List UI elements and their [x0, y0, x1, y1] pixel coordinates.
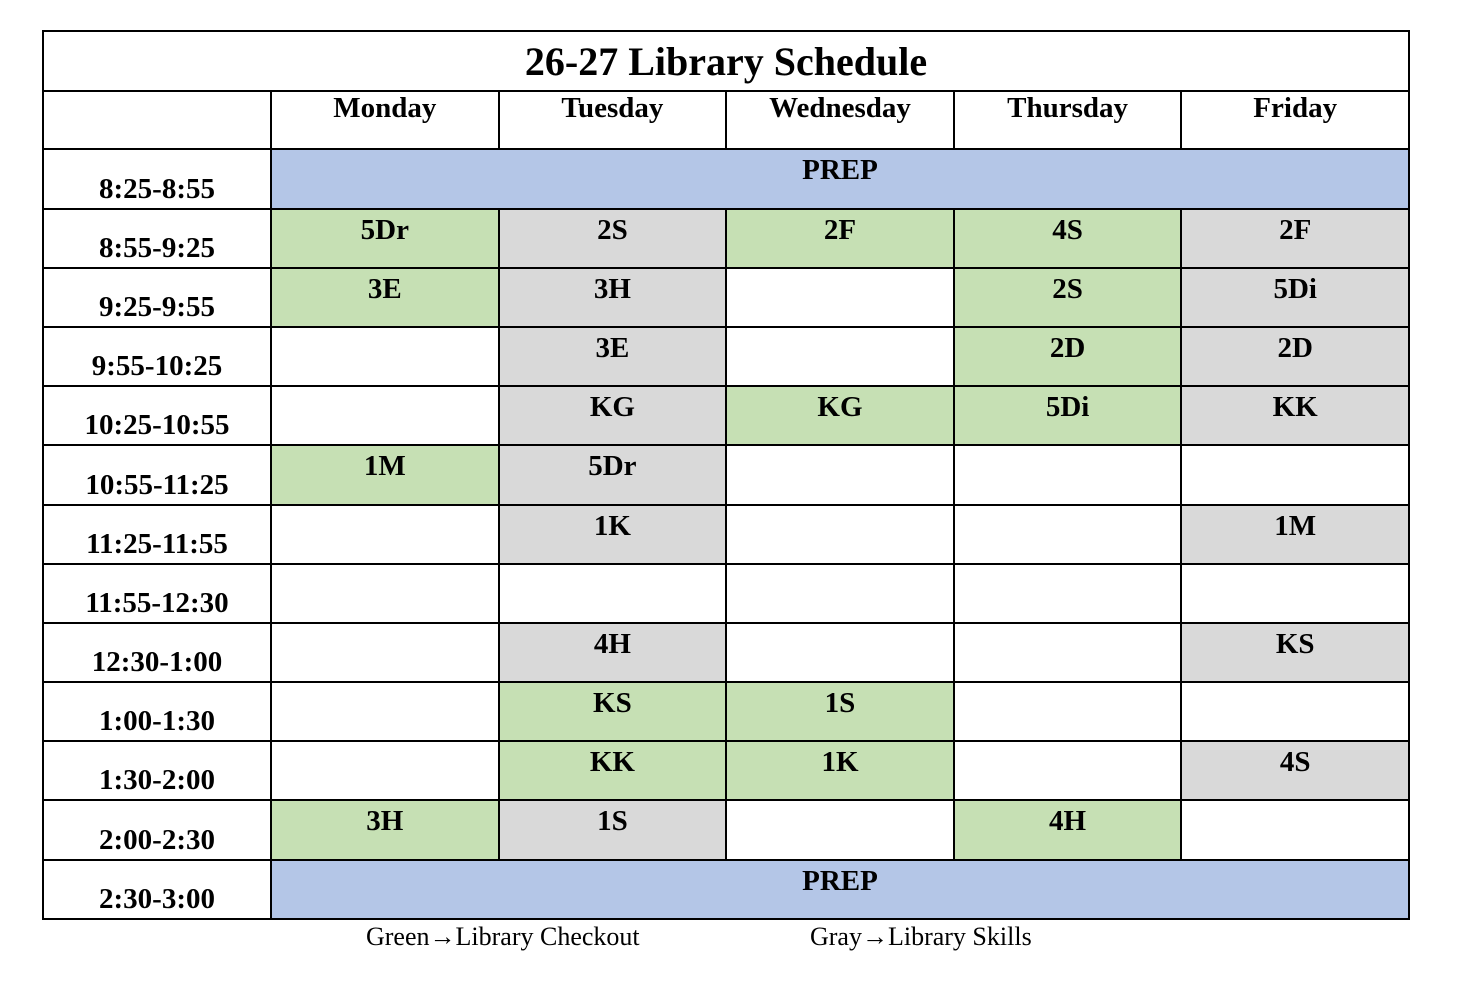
time-slot-label: 9:55-10:25 [43, 327, 271, 386]
legend-green: Green→Library Checkout [366, 922, 640, 951]
schedule-row [43, 327, 1409, 386]
class-cell-friday [1181, 800, 1409, 859]
class-cell-monday: 3H [271, 800, 499, 859]
class-cell-wednesday [726, 327, 954, 386]
class-cell-monday [271, 564, 499, 623]
class-cell-thursday [954, 445, 1182, 504]
schedule-row [43, 386, 1409, 445]
class-cell-friday: 2F [1181, 209, 1409, 268]
class-cell-friday: KK [1181, 386, 1409, 445]
class-cell-thursday: 2D [954, 327, 1182, 386]
class-cell-tuesday: KK [499, 741, 727, 800]
time-slot-label: 2:30-3:00 [43, 860, 271, 919]
class-cell-monday [271, 505, 499, 564]
class-cell-tuesday: KG [499, 386, 727, 445]
class-cell-tuesday: 3H [499, 268, 727, 327]
schedule-row [43, 564, 1409, 623]
day-header-monday: Monday [271, 91, 499, 149]
class-cell-monday [271, 386, 499, 445]
class-cell-wednesday: 1S [726, 682, 954, 741]
schedule-row [43, 623, 1409, 682]
prep-block: PREP [271, 860, 1409, 919]
class-cell-monday [271, 623, 499, 682]
class-cell-friday: 1M [1181, 505, 1409, 564]
class-cell-thursday [954, 564, 1182, 623]
class-cell-friday [1181, 564, 1409, 623]
time-slot-label: 12:30-1:00 [43, 623, 271, 682]
class-cell-monday [271, 682, 499, 741]
time-slot-label: 10:25-10:55 [43, 386, 271, 445]
schedule-row [43, 445, 1409, 504]
schedule-title: 26-27 Library Schedule [43, 31, 1409, 91]
schedule-row [43, 268, 1409, 327]
class-cell-thursday: 5Di [954, 386, 1182, 445]
class-cell-friday: 5Di [1181, 268, 1409, 327]
class-cell-wednesday [726, 623, 954, 682]
schedule-row [43, 741, 1409, 800]
class-cell-tuesday: 5Dr [499, 445, 727, 504]
time-slot-label: 2:00-2:30 [43, 800, 271, 859]
day-header-friday: Friday [1181, 91, 1409, 149]
class-cell-friday: 4S [1181, 741, 1409, 800]
class-cell-wednesday [726, 564, 954, 623]
class-cell-tuesday: 3E [499, 327, 727, 386]
class-cell-thursday [954, 682, 1182, 741]
time-slot-label: 10:55-11:25 [43, 445, 271, 504]
class-cell-friday [1181, 682, 1409, 741]
class-cell-monday [271, 741, 499, 800]
day-header-wednesday: Wednesday [726, 91, 954, 149]
time-slot-label: 8:25-8:55 [43, 149, 271, 208]
class-cell-monday: 3E [271, 268, 499, 327]
legend-gray: Gray→Library Skills [810, 922, 1032, 951]
class-cell-tuesday: 4H [499, 623, 727, 682]
class-cell-friday: KS [1181, 623, 1409, 682]
class-cell-wednesday [726, 445, 954, 504]
class-cell-monday [271, 327, 499, 386]
class-cell-tuesday: 1S [499, 800, 727, 859]
class-cell-wednesday [726, 800, 954, 859]
class-cell-wednesday: 1K [726, 741, 954, 800]
schedule-row [43, 149, 1409, 208]
prep-block: PREP [271, 149, 1409, 208]
time-slot-label: 11:25-11:55 [43, 505, 271, 564]
library-schedule-table [42, 30, 1410, 920]
corner-cell [43, 91, 271, 149]
schedule-row [43, 682, 1409, 741]
class-cell-tuesday: 1K [499, 505, 727, 564]
class-cell-tuesday [499, 564, 727, 623]
class-cell-thursday [954, 505, 1182, 564]
class-cell-thursday: 4H [954, 800, 1182, 859]
class-cell-tuesday: 2S [499, 209, 727, 268]
class-cell-thursday: 2S [954, 268, 1182, 327]
class-cell-thursday: 4S [954, 209, 1182, 268]
class-cell-thursday [954, 741, 1182, 800]
class-cell-friday [1181, 445, 1409, 504]
class-cell-wednesday [726, 268, 954, 327]
class-cell-monday: 1M [271, 445, 499, 504]
schedule-row [43, 209, 1409, 268]
day-header-thursday: Thursday [954, 91, 1182, 149]
time-slot-label: 1:00-1:30 [43, 682, 271, 741]
time-slot-label: 1:30-2:00 [43, 741, 271, 800]
day-header-tuesday: Tuesday [499, 91, 727, 149]
class-cell-wednesday: KG [726, 386, 954, 445]
class-cell-wednesday [726, 505, 954, 564]
schedule-row [43, 860, 1409, 919]
time-slot-label: 8:55-9:25 [43, 209, 271, 268]
day-header-row [43, 91, 1409, 149]
class-cell-friday: 2D [1181, 327, 1409, 386]
class-cell-tuesday: KS [499, 682, 727, 741]
class-cell-thursday [954, 623, 1182, 682]
schedule-row [43, 800, 1409, 859]
time-slot-label: 11:55-12:30 [43, 564, 271, 623]
schedule-row [43, 505, 1409, 564]
time-slot-label: 9:25-9:55 [43, 268, 271, 327]
class-cell-monday: 5Dr [271, 209, 499, 268]
class-cell-wednesday: 2F [726, 209, 954, 268]
